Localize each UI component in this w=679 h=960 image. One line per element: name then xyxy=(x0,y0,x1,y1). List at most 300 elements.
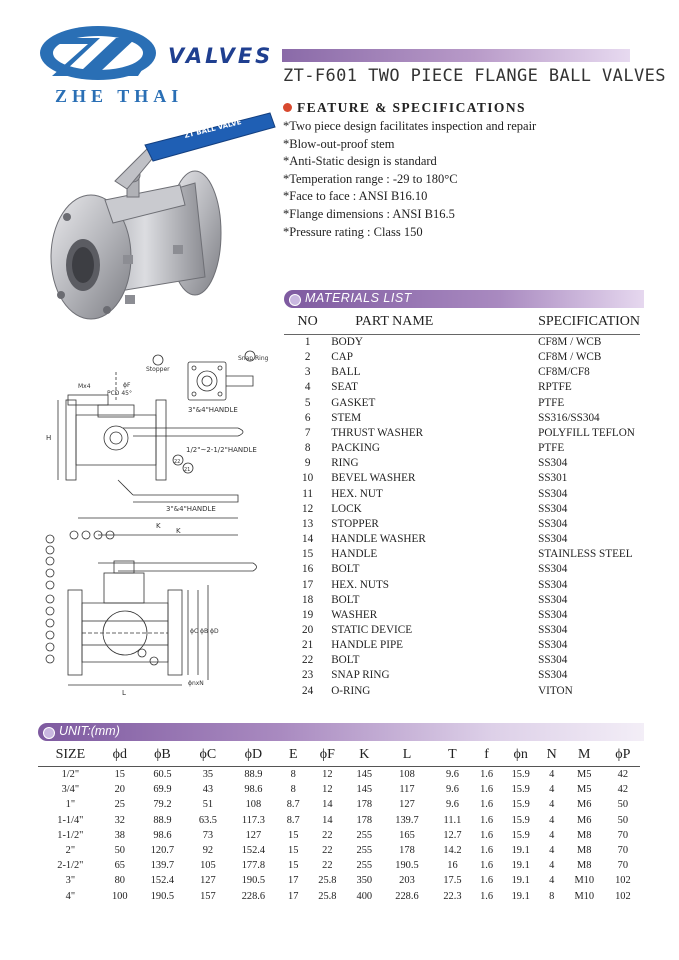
unit-section-bar xyxy=(38,723,644,741)
dimensions-row xyxy=(38,858,640,873)
section-view-drawing xyxy=(38,525,283,705)
dimensions-row xyxy=(38,767,640,783)
dim-cell: 88.9 xyxy=(244,769,263,781)
part-spec: SS304 xyxy=(538,578,568,591)
part-name: STATIC DEVICE xyxy=(331,623,413,636)
brand-name: VALVES xyxy=(168,44,274,68)
part-no: 13 xyxy=(302,517,314,530)
dimensions-row xyxy=(38,813,640,828)
part-name: HANDLE PIPE xyxy=(331,639,404,652)
svg-text:21: 21 xyxy=(184,467,191,473)
dim-cell: 350 xyxy=(356,875,373,887)
dim-cell: 139.7 xyxy=(150,860,175,872)
part-no: 1 xyxy=(304,336,311,348)
feature-item: *Flange dimensions : ANSI B16.5 xyxy=(283,206,455,221)
dim-cell: 165 xyxy=(399,829,415,841)
dim-col-header: E xyxy=(279,744,307,767)
dim-cell: M10 xyxy=(574,875,595,887)
svg-text:ϕD: ϕD xyxy=(210,628,219,635)
dim-cell: 42 xyxy=(617,784,629,796)
part-spec: SS301 xyxy=(538,472,568,485)
part-name: GASKET xyxy=(331,396,376,409)
dim-cell: 9.6 xyxy=(445,784,459,796)
dim-cell: 4" xyxy=(65,890,76,902)
dim-cell: 25 xyxy=(114,799,125,811)
svg-text:ϕF: ϕF xyxy=(123,382,131,389)
materials-row xyxy=(284,517,640,532)
part-spec: SS304 xyxy=(538,639,568,652)
part-no: 16 xyxy=(302,563,314,576)
dim-col-header: ϕF xyxy=(307,744,347,767)
svg-text:ϕB: ϕB xyxy=(200,628,209,635)
dim-col-header: M xyxy=(563,744,606,767)
part-no: 11 xyxy=(302,487,313,500)
part-name: PACKING xyxy=(331,442,380,455)
dim-cell: 70 xyxy=(617,860,629,872)
part-no: 5 xyxy=(304,396,311,409)
dim-cell: 8 xyxy=(290,784,296,796)
dimensions-header-row xyxy=(38,744,640,767)
dim-cell: 15.9 xyxy=(511,784,530,796)
part-name: THRUST WASHER xyxy=(331,426,424,439)
dim-cell: 1.6 xyxy=(480,829,494,841)
dimensions-row xyxy=(38,889,640,904)
dim-cell: 4 xyxy=(549,860,555,872)
front-view-drawing xyxy=(38,340,283,530)
dim-cell: 178 xyxy=(356,799,373,811)
part-no: 20 xyxy=(302,623,314,636)
dim-cell: 127 xyxy=(399,799,415,811)
svg-text:ϕnxN: ϕnxN xyxy=(188,680,204,687)
dim-cell: 190.5 xyxy=(241,875,266,887)
dim-cell: 100 xyxy=(111,890,128,902)
materials-row xyxy=(284,487,640,502)
materials-row xyxy=(284,456,640,471)
svg-text:3"&4"HANDLE: 3"&4"HANDLE xyxy=(188,406,238,414)
materials-row xyxy=(284,380,640,395)
materials-row xyxy=(284,426,640,441)
zhe-thai-logo xyxy=(38,18,168,88)
materials-row xyxy=(284,623,640,638)
dim-cell: 15.9 xyxy=(511,814,530,826)
materials-row xyxy=(284,653,640,668)
part-name: O-RING xyxy=(331,684,371,697)
dim-cell: 4 xyxy=(549,845,555,857)
materials-row xyxy=(284,471,640,486)
page-title: ZT-F601 TWO PIECE FLANGE BALL VALVES xyxy=(283,66,666,86)
dim-cell: 50 xyxy=(617,799,629,811)
section-bullet-icon xyxy=(43,727,55,739)
dim-cell: 255 xyxy=(356,845,373,857)
svg-text:PCD 45°: PCD 45° xyxy=(107,390,132,397)
dim-cell: 19.1 xyxy=(511,860,530,872)
feature-heading-text: FEATURE & SPECIFICATIONS xyxy=(297,100,526,115)
dim-cell: 17 xyxy=(288,890,299,902)
dim-cell: 15.9 xyxy=(511,829,530,841)
feature-heading xyxy=(283,100,526,116)
title-decor-bar xyxy=(282,49,630,62)
dim-cell: M8 xyxy=(577,845,592,857)
bullet-icon xyxy=(283,103,292,112)
dim-cell: 12.7 xyxy=(443,829,462,841)
part-spec: SS304 xyxy=(538,593,568,606)
dim-cell: 15 xyxy=(288,829,299,841)
dim-cell: 32 xyxy=(114,814,125,826)
dim-cell: 73 xyxy=(202,829,214,841)
part-spec: SS304 xyxy=(538,533,568,546)
dim-cell: M5 xyxy=(577,784,592,796)
part-name: BOLT xyxy=(331,654,360,667)
part-no: 21 xyxy=(302,639,314,652)
dim-cell: 35 xyxy=(202,769,214,781)
product-photo xyxy=(45,105,280,335)
dim-cell: 4 xyxy=(549,875,555,887)
dim-col-header: ϕC xyxy=(188,744,228,767)
dim-cell: 8.7 xyxy=(286,799,300,811)
dim-cell: 139.7 xyxy=(395,814,419,826)
part-spec: POLYFILL TEFLON xyxy=(538,426,635,439)
part-name: BODY xyxy=(331,336,363,348)
materials-row xyxy=(284,441,640,456)
dim-cell: 25.8 xyxy=(318,890,337,902)
dim-cell: 79.2 xyxy=(153,799,172,811)
col-specification: SPECIFICATION xyxy=(536,313,640,335)
dim-cell: 14 xyxy=(322,814,333,826)
part-no: 17 xyxy=(302,578,314,591)
dim-cell: 80 xyxy=(114,875,125,887)
materials-row xyxy=(284,562,640,577)
dim-cell: 102 xyxy=(615,890,631,902)
dim-cell: 177.8 xyxy=(241,860,266,872)
part-spec: CF8M / WCB xyxy=(538,336,602,348)
dim-cell: M6 xyxy=(577,799,592,811)
dim-cell: 43 xyxy=(202,784,214,796)
unit-section-label: UNIT:(mm) xyxy=(59,724,120,738)
dim-cell: 3/4" xyxy=(61,784,80,796)
svg-text:Mx4: Mx4 xyxy=(78,383,91,390)
feature-item: *Face to face : ANSI B16.10 xyxy=(283,189,428,204)
part-no: 7 xyxy=(304,426,311,439)
part-name: BEVEL WASHER xyxy=(331,472,416,485)
materials-row xyxy=(284,608,640,623)
dim-cell: 120.7 xyxy=(150,845,175,857)
dim-cell: 3" xyxy=(65,875,76,887)
svg-text:3"&4"HANDLE: 3"&4"HANDLE xyxy=(166,505,216,513)
part-name: LOCK xyxy=(331,502,362,515)
dim-cell: 98.6 xyxy=(153,829,172,841)
part-no: 6 xyxy=(304,411,311,424)
dimensions-row xyxy=(38,828,640,843)
dim-cell: 9.6 xyxy=(445,769,459,781)
part-spec: SS304 xyxy=(538,502,568,515)
part-no: 8 xyxy=(304,442,311,455)
part-no: 24 xyxy=(302,684,314,697)
materials-row xyxy=(284,411,640,426)
feature-item: *Pressure rating : Class 150 xyxy=(283,224,423,239)
dim-cell: 4 xyxy=(549,814,555,826)
dim-col-header: K xyxy=(347,744,381,767)
dim-cell: M6 xyxy=(577,814,592,826)
part-spec: SS304 xyxy=(538,654,568,667)
dimensions-row xyxy=(38,797,640,812)
dim-cell: 12 xyxy=(322,784,333,796)
svg-text:Snap Ring: Snap Ring xyxy=(238,355,269,362)
dim-cell: 2" xyxy=(65,845,76,857)
svg-text:K: K xyxy=(156,522,161,530)
dimensions-body xyxy=(38,767,640,904)
dim-cell: 1.6 xyxy=(480,875,494,887)
dim-cell: 65 xyxy=(114,860,125,872)
part-no: 3 xyxy=(304,366,311,379)
company-name: ZHE THAI xyxy=(55,86,184,106)
part-name: SEAT xyxy=(331,381,358,394)
dim-cell: 127 xyxy=(245,829,262,841)
materials-header-row xyxy=(284,313,640,335)
svg-text:1/2"~2-1/2"HANDLE: 1/2"~2-1/2"HANDLE xyxy=(186,446,257,454)
dim-cell: 117 xyxy=(399,784,415,796)
part-spec: SS304 xyxy=(538,608,568,621)
part-name: RING xyxy=(331,457,359,470)
part-spec: SS304 xyxy=(538,563,568,576)
part-spec: CF8M/CF8 xyxy=(538,366,590,379)
materials-body xyxy=(284,335,640,699)
dim-cell: 19.1 xyxy=(511,890,530,902)
materials-row xyxy=(284,668,640,683)
dim-cell: 108 xyxy=(399,769,415,781)
dim-cell: M8 xyxy=(577,829,592,841)
dim-cell: 152.4 xyxy=(150,875,175,887)
dim-col-header: ϕn xyxy=(501,744,541,767)
part-spec: RPTFE xyxy=(538,381,572,394)
dim-cell: 8 xyxy=(290,769,296,781)
part-name: SNAP RING xyxy=(331,669,390,682)
part-no: 12 xyxy=(302,502,314,515)
dim-cell: 88.9 xyxy=(153,814,172,826)
dim-cell: 15.9 xyxy=(511,799,530,811)
dim-cell: 1-1/4" xyxy=(57,814,84,826)
dim-cell: 152.4 xyxy=(241,845,266,857)
dim-cell: 38 xyxy=(114,829,125,841)
svg-text:H: H xyxy=(46,434,52,442)
dim-cell: 17.5 xyxy=(443,875,462,887)
dim-cell: 14 xyxy=(322,799,333,811)
col-part-name: PART NAME xyxy=(331,313,536,335)
dim-cell: 25.8 xyxy=(318,875,337,887)
dim-cell: 69.9 xyxy=(153,784,172,796)
part-spec: CF8M / WCB xyxy=(538,351,602,364)
feature-list xyxy=(283,118,536,241)
part-no: 23 xyxy=(302,669,314,682)
dim-cell: 145 xyxy=(356,784,373,796)
section-bullet-icon xyxy=(289,294,301,306)
dim-cell: 1/2" xyxy=(61,769,80,781)
part-no: 14 xyxy=(302,533,314,546)
dim-cell: 22 xyxy=(322,845,333,857)
part-spec: SS316/SS304 xyxy=(538,411,600,424)
feature-item: *Blow-out-proof stem xyxy=(283,136,395,151)
dim-cell: 22.3 xyxy=(443,890,462,902)
dim-cell: 60.5 xyxy=(153,769,172,781)
part-name: BOLT xyxy=(331,593,360,606)
part-name: CAP xyxy=(331,351,353,364)
dim-cell: 17 xyxy=(288,875,299,887)
part-no: 22 xyxy=(302,654,314,667)
dim-cell: M8 xyxy=(577,860,592,872)
part-no: 2 xyxy=(304,351,311,364)
part-spec: SS304 xyxy=(538,623,568,636)
dim-cell: 1-1/2" xyxy=(57,829,84,841)
materials-row xyxy=(284,547,640,562)
part-name: HANDLE WASHER xyxy=(331,533,426,546)
dim-cell: 105 xyxy=(200,860,216,872)
dim-cell: 1" xyxy=(65,799,76,811)
part-spec: SS304 xyxy=(538,487,568,500)
part-name: BOLT xyxy=(331,563,360,576)
part-name: HEX. NUTS xyxy=(331,578,390,591)
dim-cell: 11.1 xyxy=(443,814,462,826)
dim-cell: 400 xyxy=(356,890,373,902)
dim-cell: 50 xyxy=(114,845,125,857)
dim-cell: 102 xyxy=(615,875,631,887)
dim-cell: 15 xyxy=(288,860,299,872)
dim-cell: 190.5 xyxy=(395,860,419,872)
part-spec: STAINLESS STEEL xyxy=(538,548,633,561)
col-no: NO xyxy=(284,313,331,335)
feature-item: *Temperation range : -29 to 180°C xyxy=(283,171,458,186)
dim-col-header: N xyxy=(541,744,563,767)
part-no: 15 xyxy=(302,548,314,561)
dim-cell: M5 xyxy=(577,769,592,781)
dim-cell: 228.6 xyxy=(395,890,419,902)
dim-cell: 8.7 xyxy=(286,814,300,826)
part-name: HANDLE xyxy=(331,548,378,561)
dimensions-row xyxy=(38,843,640,858)
materials-row xyxy=(284,593,640,608)
dim-cell: 15.9 xyxy=(511,769,530,781)
dimensions-table xyxy=(38,744,640,904)
part-spec: SS304 xyxy=(538,517,568,530)
materials-row xyxy=(284,638,640,653)
part-spec: PTFE xyxy=(538,442,565,455)
materials-row xyxy=(284,396,640,411)
part-spec: SS304 xyxy=(538,457,568,470)
part-no: 18 xyxy=(302,593,314,606)
dim-cell: 108 xyxy=(245,799,262,811)
dim-cell: 15 xyxy=(114,769,125,781)
part-spec: PTFE xyxy=(538,396,565,409)
dim-cell: 2-1/2" xyxy=(57,860,84,872)
materials-row xyxy=(284,335,640,351)
dim-cell: 4 xyxy=(549,829,555,841)
dim-cell: 70 xyxy=(617,829,629,841)
dim-cell: 190.5 xyxy=(150,890,175,902)
dim-cell: 117.3 xyxy=(241,814,265,826)
part-no: 10 xyxy=(302,472,314,485)
dimensions-row xyxy=(38,873,640,888)
feature-item: *Anti-Static design is standard xyxy=(283,154,437,169)
part-no: 4 xyxy=(304,381,311,394)
part-spec: VITON xyxy=(538,684,573,697)
dim-cell: 255 xyxy=(356,829,373,841)
materials-table xyxy=(284,313,640,699)
dim-cell: 8 xyxy=(549,890,555,902)
dim-cell: 50 xyxy=(617,814,629,826)
dim-col-header: ϕd xyxy=(103,744,137,767)
dim-cell: M10 xyxy=(574,890,595,902)
part-name: STOPPER xyxy=(331,517,379,530)
feature-item: *Two piece design facilitates inspection and repair xyxy=(283,119,537,133)
svg-text:K: K xyxy=(176,527,181,535)
materials-row xyxy=(284,684,640,699)
part-no: 9 xyxy=(304,457,311,470)
dim-cell: 1.6 xyxy=(480,784,494,796)
dimensions-row xyxy=(38,782,640,797)
handle-label: ZT BALL VALVE xyxy=(183,118,243,140)
dim-cell: 4 xyxy=(549,799,555,811)
dim-cell: 228.6 xyxy=(241,890,266,902)
dim-cell: 1.6 xyxy=(480,860,494,872)
dim-col-header: T xyxy=(433,744,473,767)
dim-cell: 42 xyxy=(617,769,629,781)
dim-cell: 63.5 xyxy=(198,814,217,826)
dim-col-header: ϕP xyxy=(606,744,640,767)
svg-text:22: 22 xyxy=(174,459,181,465)
dim-col-header: f xyxy=(472,744,500,767)
dim-cell: 157 xyxy=(200,890,216,902)
dim-cell: 70 xyxy=(617,845,629,857)
dim-cell: 4 xyxy=(549,784,555,796)
materials-section-label: MATERIALS LIST xyxy=(305,291,412,305)
dim-cell: 22 xyxy=(322,829,333,841)
dim-cell: 16 xyxy=(447,860,458,872)
dim-col-header: ϕD xyxy=(228,744,279,767)
dim-cell: 178 xyxy=(399,845,415,857)
dim-cell: 22 xyxy=(322,860,333,872)
dim-cell: 1.6 xyxy=(480,814,494,826)
part-no: 19 xyxy=(302,608,314,621)
dim-col-header: SIZE xyxy=(38,744,103,767)
dim-cell: 9.6 xyxy=(445,799,459,811)
materials-row xyxy=(284,502,640,517)
dim-cell: 98.6 xyxy=(244,784,263,796)
svg-text:ϕC: ϕC xyxy=(190,628,199,635)
dim-cell: 1.6 xyxy=(480,799,494,811)
dim-cell: 19.1 xyxy=(511,845,530,857)
dim-cell: 1.6 xyxy=(480,845,494,857)
part-name: BALL xyxy=(331,366,361,379)
dim-cell: 14.2 xyxy=(443,845,462,857)
materials-row xyxy=(284,350,640,365)
dim-cell: 178 xyxy=(356,814,373,826)
part-name: WASHER xyxy=(331,608,378,621)
dim-col-header: L xyxy=(381,744,432,767)
dim-cell: 203 xyxy=(399,875,415,887)
dim-cell: 12 xyxy=(322,769,333,781)
materials-row xyxy=(284,365,640,380)
dim-cell: 145 xyxy=(356,769,373,781)
part-name: STEM xyxy=(331,411,362,424)
dim-cell: 51 xyxy=(202,799,214,811)
dim-cell: 20 xyxy=(114,784,125,796)
svg-text:L: L xyxy=(122,689,126,697)
dim-cell: 255 xyxy=(356,860,373,872)
dim-cell: 92 xyxy=(202,845,214,857)
dim-cell: 15 xyxy=(288,845,299,857)
part-name: HEX. NUT xyxy=(331,487,383,500)
dim-cell: 4 xyxy=(549,769,555,781)
svg-text:Stopper: Stopper xyxy=(146,366,170,373)
dim-col-header: ϕB xyxy=(137,744,188,767)
